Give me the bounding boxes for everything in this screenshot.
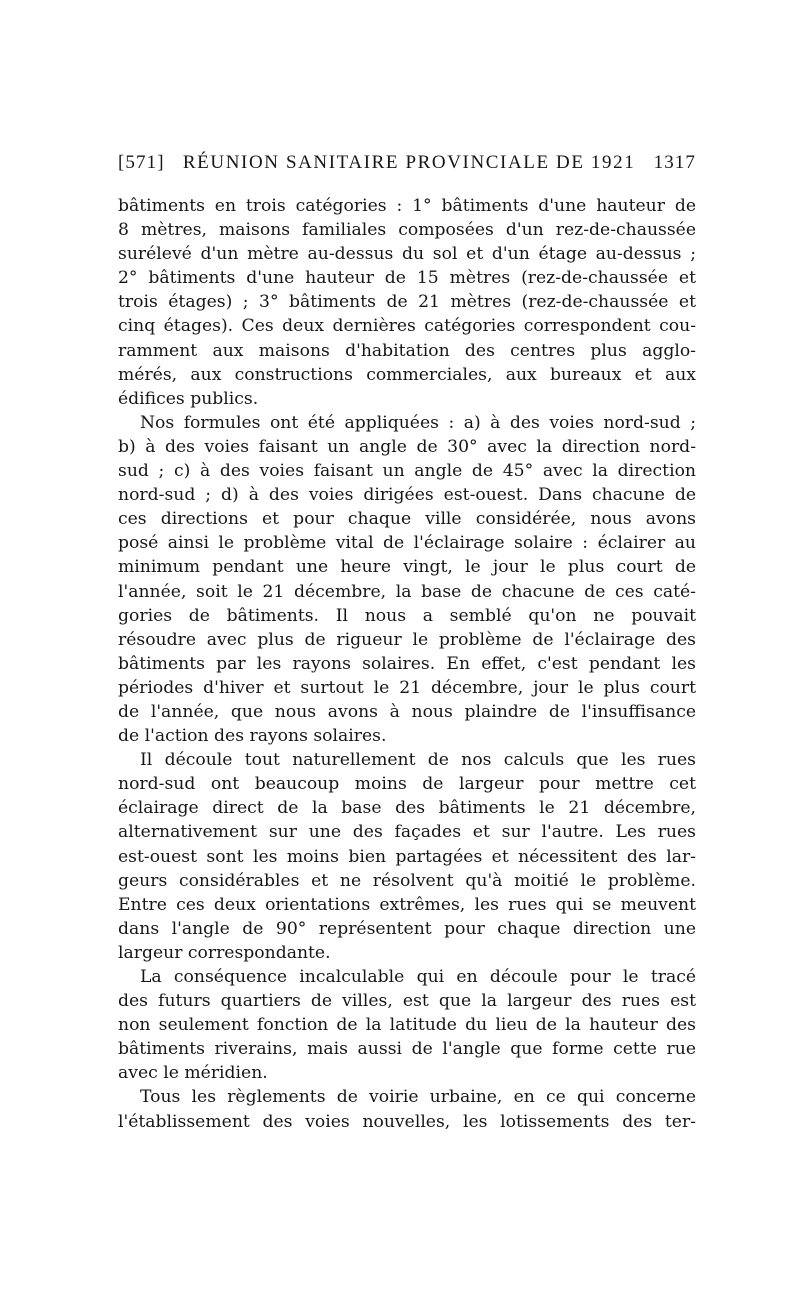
paragraph	[118, 965, 696, 1085]
text-line: ces directions et pour chaque ville considérée, nous avons	[118, 509, 696, 530]
text-line: minimum pendant une heure vingt, le jour le plus court de	[118, 557, 696, 578]
paragraph	[118, 748, 696, 965]
book-page	[118, 152, 696, 1134]
header-reference: [571]	[118, 152, 165, 173]
running-head	[118, 152, 696, 182]
text-line: ramment aux maisons d'habitation des centres plus agglo-	[118, 340, 696, 361]
text-line: Nos formules ont été appliquées : a) à des voies nord-sud ;	[140, 412, 696, 433]
text-line: édifices publics.	[118, 388, 259, 409]
text-line: 2° bâtiments d'une hauteur de 15 mètres (rez-de-chaussée et	[118, 268, 696, 289]
text-line: Entre ces deux orientations extrêmes, les rues qui se meuvent	[118, 894, 696, 915]
text-line: Il découle tout naturellement de nos calculs que les rues	[140, 750, 696, 771]
text-line: bâtiments en trois catégories : 1° bâtiments d'une hauteur de	[118, 196, 696, 216]
paragraph	[118, 194, 696, 411]
text-line: geurs considérables et ne résolvent qu'à moitié le problème.	[118, 870, 696, 891]
body-text	[118, 194, 696, 1134]
text-line: nord-sud ; d) à des voies dirigées est-ouest. Dans chacune de	[118, 485, 696, 506]
text-line: La conséquence incalculable qui en découle pour le tracé	[140, 967, 696, 987]
text-line: mérés, aux constructions commerciales, aux bureaux et aux	[118, 364, 696, 385]
page-number: 1317	[653, 152, 696, 173]
text-line: 8 mètres, maisons familiales composées d'un rez-de-chaussée	[118, 220, 696, 241]
text-line: alternativement sur une des façades et sur l'autre. Les rues	[118, 822, 696, 843]
text-line: sud ; c) à des voies faisant un angle de 45° avec la direction	[118, 461, 696, 482]
text-line: résoudre avec plus de rigueur le problème de l'éclairage des	[118, 629, 696, 650]
text-line: non seulement fonction de la latitude du lieu de la hauteur des	[118, 1015, 696, 1036]
text-line: avec le méridien.	[118, 1063, 268, 1084]
text-line: nord-sud ont beaucoup moins de largeur pour mettre cet	[118, 774, 696, 795]
text-line: trois étages) ; 3° bâtiments de 21 mètres (rez-de-chaussée et	[118, 292, 696, 313]
text-line: surélevé d'un mètre au-dessus du sol et d'un étage au-dessus ;	[118, 244, 696, 265]
text-line: dans l'angle de 90° représentent pour chaque direction une	[118, 918, 696, 939]
text-line: gories de bâtiments. Il nous a semblé qu'on ne pouvait	[118, 605, 696, 626]
text-line: posé ainsi le problème vital de l'éclairage solaire : éclairer au	[118, 533, 696, 554]
text-line: de l'action des rayons solaires.	[118, 726, 387, 747]
text-line: l'établissement des voies nouvelles, les lotissements des ter-	[118, 1111, 696, 1132]
text-line: bâtiments riverains, mais aussi de l'angle que forme cette rue	[118, 1039, 696, 1060]
paragraph	[118, 1085, 696, 1133]
text-line: éclairage direct de la base des bâtiments le 21 décembre,	[118, 798, 696, 819]
text-line: largeur correspondante.	[118, 942, 331, 963]
text-line: cinq étages). Ces deux dernières catégories correspondent cou-	[118, 316, 696, 337]
text-line: bâtiments par les rayons solaires. En effet, c'est pendant les	[118, 653, 696, 674]
text-line: périodes d'hiver et surtout le 21 décembre, jour le plus court	[118, 677, 696, 698]
text-line: Tous les règlements de voirie urbaine, en ce qui concerne	[140, 1087, 696, 1108]
text-line: l'année, soit le 21 décembre, la base de chacune de ces caté-	[118, 581, 696, 602]
text-line: des futurs quartiers de villes, est que la largeur des rues est	[118, 991, 696, 1012]
text-line: est-ouest sont les moins bien partagées et nécessitent des lar-	[118, 846, 696, 867]
paragraph	[118, 411, 696, 748]
header-title: RÉUNION SANITAIRE PROVINCIALE DE 1921	[182, 152, 636, 173]
text-line: de l'année, que nous avons à nous plaindre de l'insuffisance	[118, 701, 696, 722]
text-line: b) à des voies faisant un angle de 30° avec la direction nord-	[118, 436, 696, 457]
